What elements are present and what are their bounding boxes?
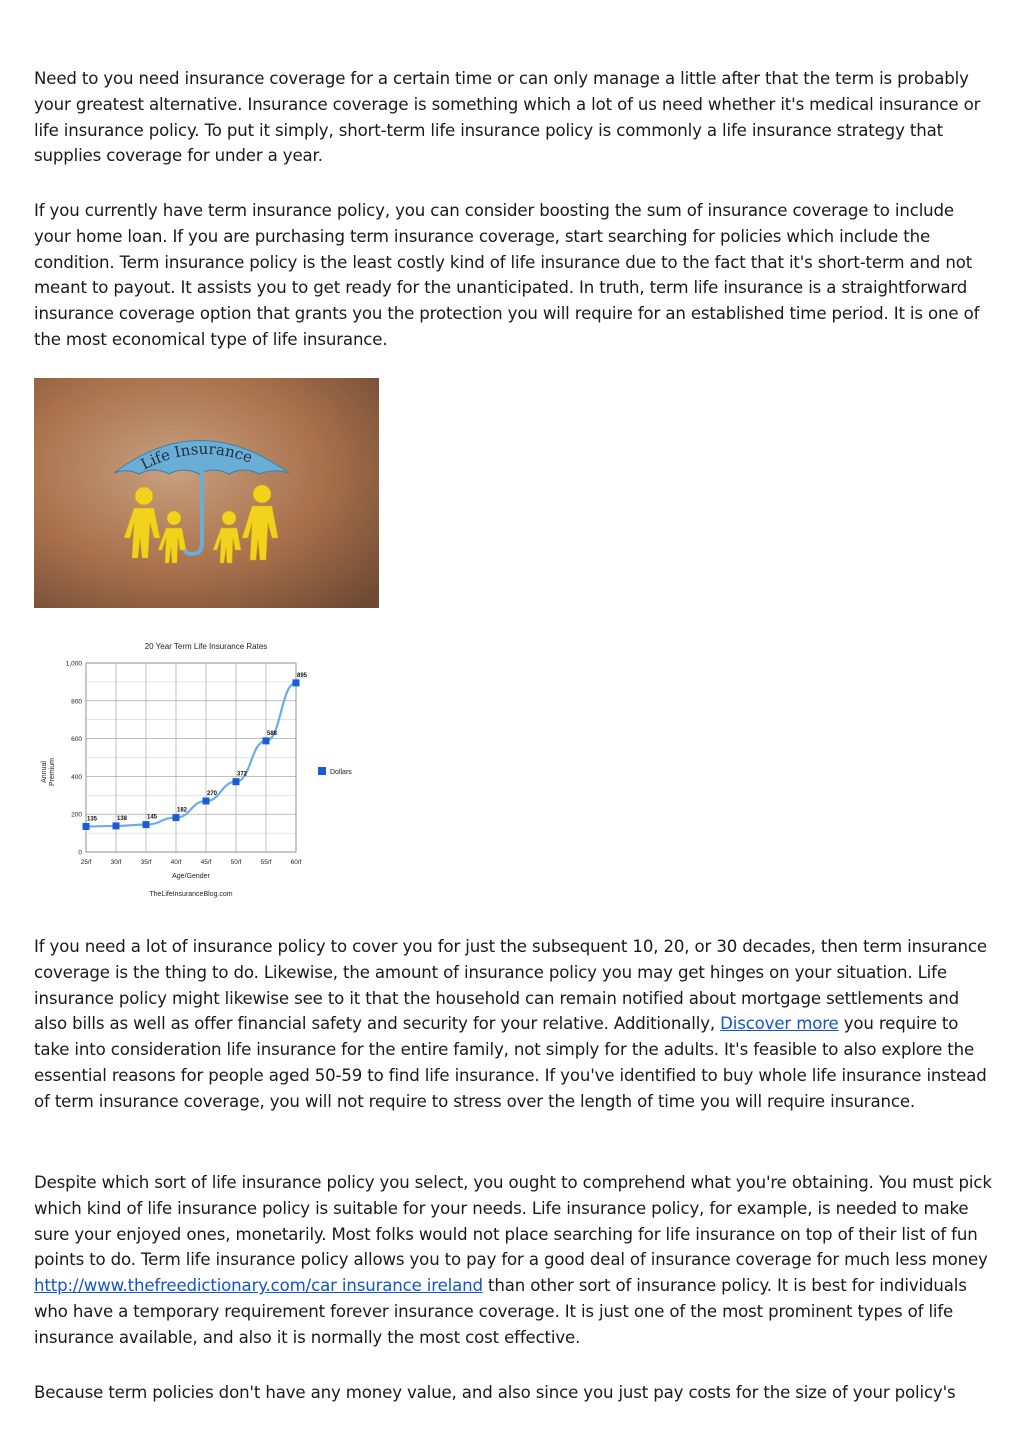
- paragraph-5: Because term policies don't have any money value, and also since you just pay costs for the size of your policy's: [34, 1383, 956, 1402]
- chart-title: 20 Year Term Life Insurance Rates: [144, 642, 268, 651]
- life-insurance-photo: [34, 378, 379, 608]
- x-tick-label: 30/f: [110, 859, 122, 866]
- photo-background: [34, 378, 379, 608]
- data-point: [263, 737, 270, 744]
- data-label: 135: [86, 816, 98, 823]
- data-point: [83, 823, 90, 830]
- y-axis-label-line1: Annual: [41, 761, 48, 783]
- x-axis-label: Age/Gender: [172, 873, 210, 880]
- dictionary-link[interactable]: http://www.thefreedictionary.com/car insurance ireland: [34, 1276, 483, 1296]
- paragraph-4: [34, 1170, 994, 1351]
- legend-swatch: [318, 767, 326, 775]
- data-point: [113, 822, 120, 829]
- data-point: [203, 797, 210, 804]
- data-point: [173, 814, 180, 821]
- term-life-rates-chart: [34, 632, 374, 904]
- umbrella-label: Life Insurance: [137, 439, 255, 474]
- y-tick-label: 800: [71, 698, 82, 706]
- y-tick-label: 600: [71, 736, 82, 744]
- paragraph-3-text-a: If you need a lot of insurance policy to cover you for just the subsequent 10, 20, or 30 decades, then term insurance coverage is the thing to do. Likewise, the amount of insurance policy you may get hinges on your situation. Life insurance policy might likewise see to it that the household can remain notified about mortgage settlements and also bills as well as offer financial safety and security for your relative. Additionally,: [34, 937, 987, 1034]
- x-tick-label: 55/f: [260, 859, 272, 866]
- data-label: 895: [296, 672, 308, 679]
- paragraph-2: If you currently have term insurance policy, you can consider boosting the sum of insurance coverage to include your home loan. If you are purchasing term insurance coverage, start searching for policies which include the condition. Term insurance policy is the least costly kind of life insurance due to the fact that it's short-term and not meant to payout. It assists you to get ready for the unanticipated. In truth, term life insurance is a straightforward insurance coverage option that grants you the protection you will require for an established time period. It is one of the most economical type of life insurance.: [34, 201, 980, 349]
- data-label: 372: [236, 771, 248, 778]
- paragraph-4-text-a: Despite which sort of life insurance policy you select, you ought to comprehend what you're obtaining. You must pick which kind of life insurance policy is suitable for your needs. Life insurance policy, for example, is needed to make sure your enjoyed ones, monetarily. Most folks would not place searching for life insurance on top of their list of fun points to do. Term life insurance policy allows you to pay for a good deal of insurance coverage for much less money: [34, 1173, 992, 1270]
- x-tick-label: 25/f: [80, 859, 92, 866]
- data-label: 588: [266, 730, 278, 737]
- data-point: [293, 679, 300, 686]
- x-tick-label: 50/f: [230, 859, 242, 866]
- chart-source: TheLifeInsuranceBlog.com: [149, 891, 233, 898]
- data-label: 138: [116, 815, 128, 822]
- data-label: 145: [146, 814, 158, 821]
- data-point: [233, 778, 240, 785]
- y-tick-label: 0: [78, 849, 82, 857]
- x-tick-label: 35/f: [140, 859, 152, 866]
- y-tick-label: 200: [71, 811, 82, 819]
- data-label: 270: [206, 790, 218, 797]
- paragraph-1: Need to you need insurance coverage for a certain time or can only manage a little after that the term is probably your greatest alternative. Insurance coverage is something which a lot of us need whether it's medical insurance or life insurance policy. To put it simply, short-term life insurance policy is commonly a life insurance strategy that supplies coverage for under a year.: [34, 69, 981, 166]
- x-tick-label: 60/f: [290, 859, 302, 866]
- y-tick-label: 1,000: [65, 660, 82, 668]
- x-axis-ticks: [81, 859, 302, 866]
- data-label: 182: [176, 807, 188, 814]
- y-axis-label-line2: Premium: [49, 757, 56, 787]
- paragraph-4-text-b: than other sort of insurance policy. It is best for individuals who have a temporary requirement forever insurance coverage. It is just one of the most prominent types of life insurance available, and also it is normally the most cost effective.: [34, 1276, 967, 1347]
- legend-label: Dollars: [330, 769, 352, 776]
- y-axis-ticks: [66, 661, 83, 857]
- x-tick-label: 40/f: [170, 859, 182, 866]
- paragraph-3-text-b: you require to take into consideration life insurance for the entire family, not simply for the adults. It's feasible to also explore the essential reasons for people aged 50-59 to find life insurance. If you've identified to buy whole life insurance instead of term insurance coverage, you will not require to stress over the length of time you will require insurance.: [34, 1014, 987, 1111]
- paragraph-3: [34, 934, 994, 1115]
- x-tick-label: 45/f: [200, 859, 212, 866]
- data-point: [143, 821, 150, 828]
- y-tick-label: 400: [71, 773, 82, 781]
- discover-more-link[interactable]: Discover more: [720, 1014, 839, 1034]
